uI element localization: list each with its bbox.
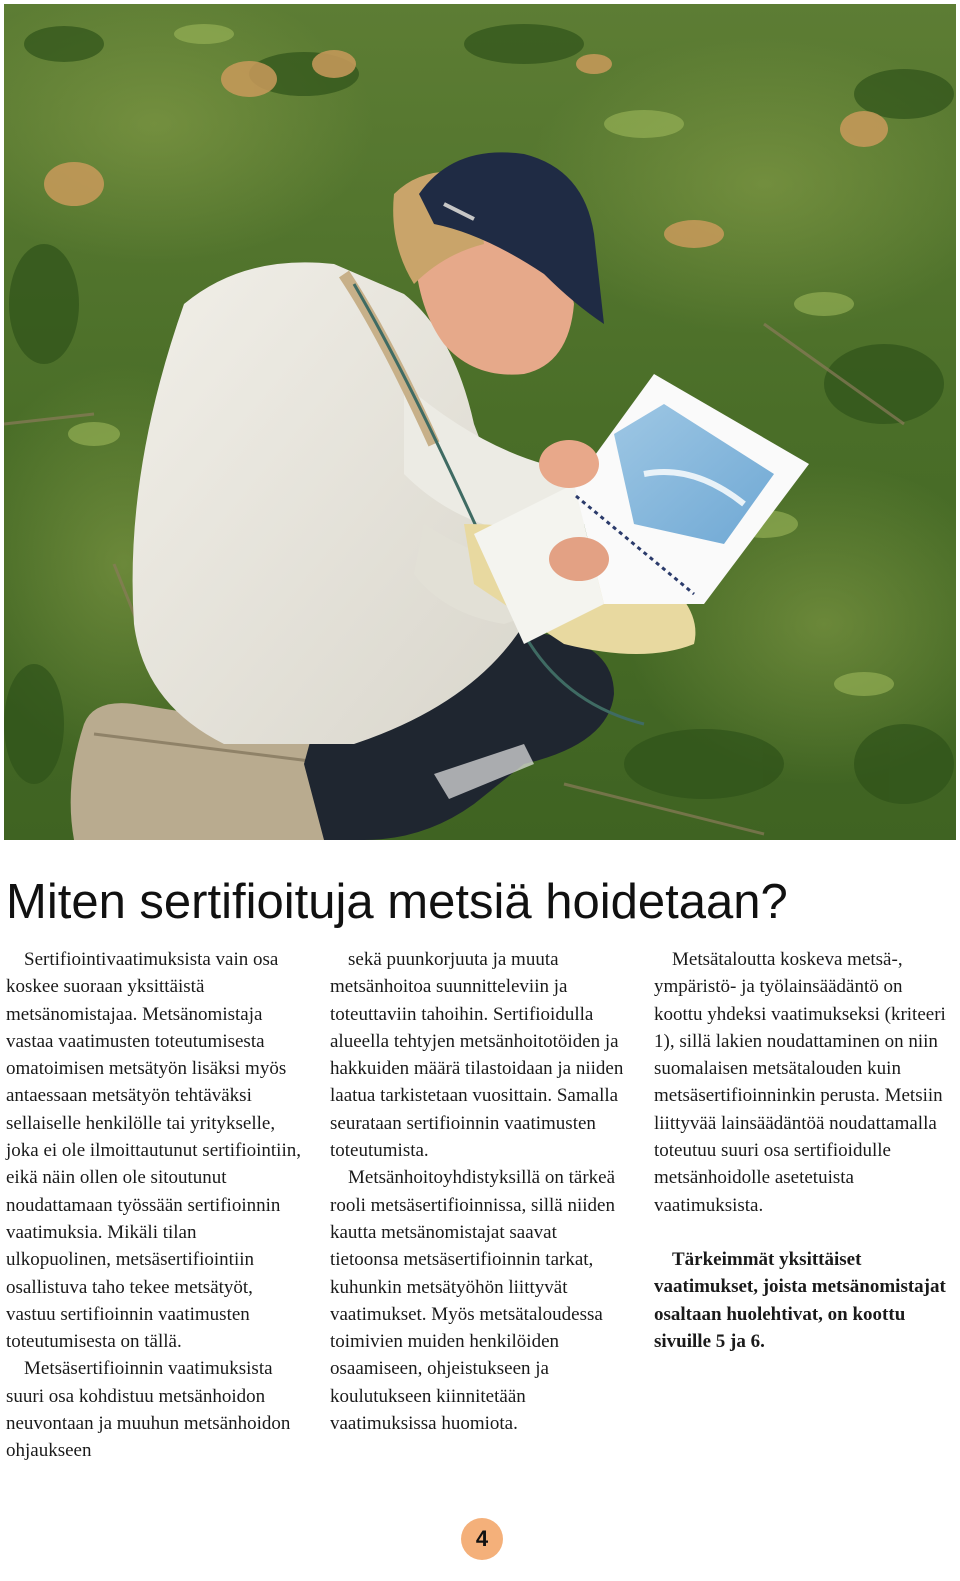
paragraph: Metsätaloutta koskeva metsä-, ympäristö- ja työlainsäädäntö on koottu yhdeksi vaatimukseksi (kriteeri 1), sillä lakien noudattaminen on niin suomalaisen metsätalouden kuin metsäsertifioinninkin perusta. Metsiin liittyvää lainsäädäntöä noudattamalla toteutuu suuri osa sertifioidulle metsänhoidolle asetetuista vaatimuksista.: [654, 949, 946, 1216]
emphasis-paragraph: Tärkeimmät yksittäiset vaatimukset, joista metsänomistajat osaltaan huolehtivat, on koottu sivuille 5 ja 6.: [654, 1248, 946, 1352]
text-column-3: [654, 946, 954, 1355]
hero-photo: [4, 4, 956, 840]
paragraph: Metsäsertifioinnin vaatimuksista suuri osa kohdistuu metsänhoidon neuvontaan ja muuhun metsänhoidon ohjaukseen: [6, 1358, 291, 1462]
page-title: Miten sertifioituja metsiä hoidetaan?: [6, 875, 788, 929]
text-column-1: [6, 946, 306, 1465]
page-number-badge: 4: [461, 1518, 503, 1560]
paragraph: Metsänhoitoyhdistyksillä on tärkeä rooli metsäsertifioinnissa, sillä niiden kautta metsänomistajat saavat tietoonsa metsäsertifioinnin tarkat, kuhunkin metsätyöhön liittyvät vaatimukset. Myös metsätaloudessa toimivien muiden henkilöiden osaamiseen, ohjeistukseen ja koulutukseen kiinnitetään vaatimuksissa huomiota.: [330, 1167, 616, 1435]
text-column-2: [330, 946, 630, 1437]
paragraph: sekä puunkorjuuta ja muuta metsänhoitoa suunnitteleviin ja toteuttaviin tahoihin. Sertifioidulla alueella tehtyjen metsänhoitotöiden ja hakkuiden määrä tilastoidaan ja niiden laatua tarkistetaan vuosittain. Samalla seurataan sertifioinnin vaatimusten toteutumista.: [330, 949, 624, 1162]
paragraph: Sertifiointivaatimuksista vain osa koskee suoraan yksittäistä metsänomistajaa. Metsänomistaja vastaa vaatimusten toteutumisesta omatoimisen metsätyön lisäksi myös antaessaan metsätyön tehtäväksi sellaiselle henkilölle tai yritykselle, joka ei ole ilmoittautunut sertifiointiin, eikä näin ollen ole sitoutunut noudattamaan työssään sertifioinnin vaatimuksia. Mikäli tilan ulkopuolinen, metsäsertifiointiin osallistuva taho tekee metsätyöt, vastuu sertifioinnin vaatimusten toteutumisesta on tällä.: [6, 949, 301, 1353]
